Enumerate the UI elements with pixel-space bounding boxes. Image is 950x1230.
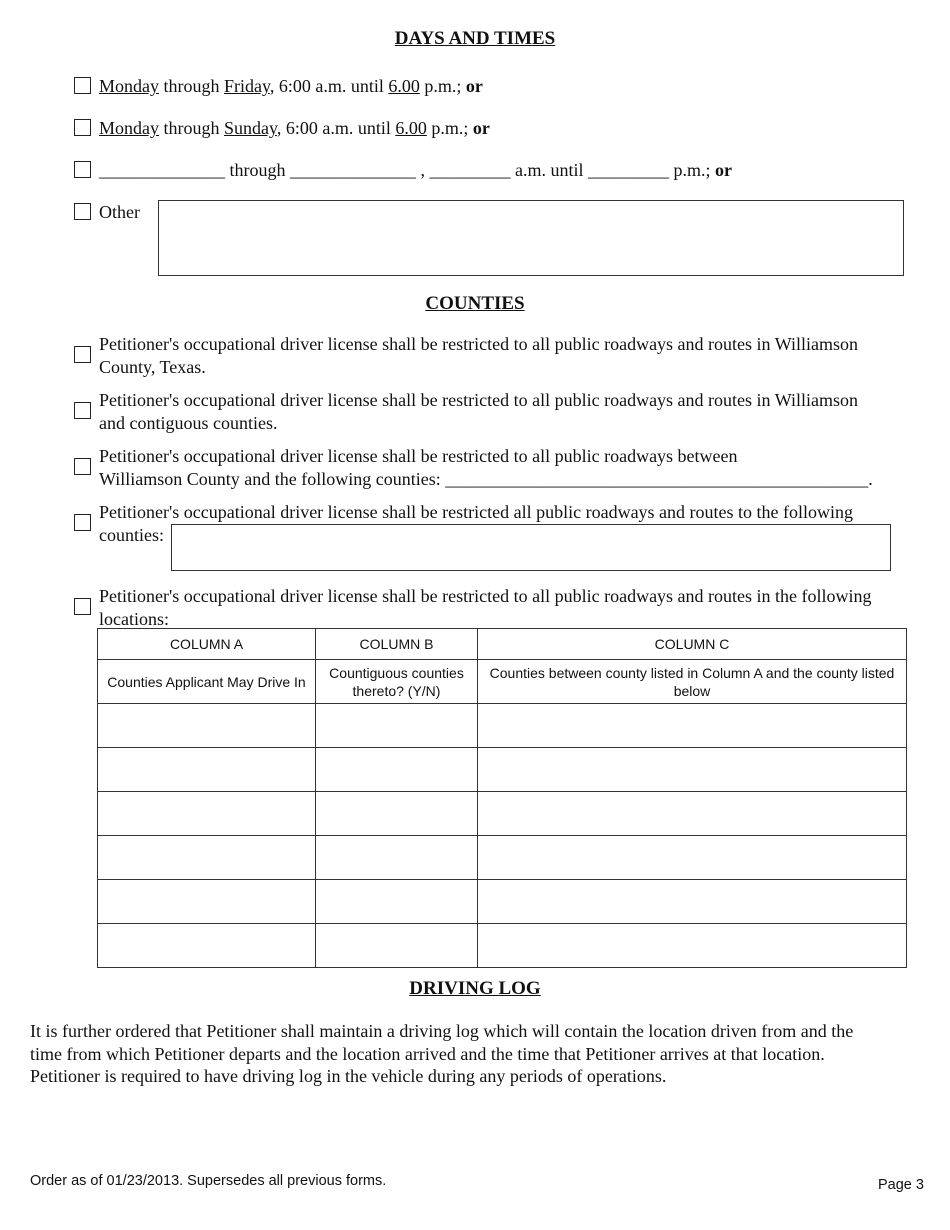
locations-table: [97, 628, 907, 968]
table-row: [98, 748, 907, 792]
page-number: Page 3: [878, 1177, 924, 1193]
contiguous-counties-checkbox[interactable]: [74, 402, 91, 419]
williamson-only-checkbox[interactable]: [74, 346, 91, 363]
weekday-option-text: Monday through Friday, 6:00 a.m. until 6.00 p.m.; or: [99, 76, 483, 96]
table-row: [98, 880, 907, 924]
table-row: [98, 836, 907, 880]
between-counties-text: Petitioner's occupational driver license shall be restricted to all public roadways between Williamson County and the following counties: _______________________________________________.: [99, 446, 873, 489]
table-cell[interactable]: [98, 924, 316, 968]
table-row: [98, 704, 907, 748]
all-week-option-text: Monday through Sunday, 6:00 a.m. until 6.00 p.m.; or: [99, 118, 490, 138]
table-cell[interactable]: [316, 924, 478, 968]
other-text-box[interactable]: [158, 200, 904, 276]
table-cell[interactable]: [316, 792, 478, 836]
locations-text: Petitioner's occupational driver license shall be restricted to all public roadways and routes in the following locations:: [99, 586, 872, 629]
table-cell[interactable]: [98, 704, 316, 748]
table-row: [98, 924, 907, 968]
table-cell[interactable]: [316, 748, 478, 792]
column-c-header: COLUMN C: [478, 629, 907, 660]
all-week-checkbox[interactable]: [74, 119, 91, 136]
locations-checkbox[interactable]: [74, 598, 91, 615]
table-cell[interactable]: [478, 836, 907, 880]
table-cell[interactable]: [478, 748, 907, 792]
column-b-subheader: Countiguous counties thereto? (Y/N): [316, 660, 478, 704]
column-c-subheader: Counties between county listed in Column A and the county listed below: [478, 660, 907, 704]
table-cell[interactable]: [98, 880, 316, 924]
between-counties-checkbox[interactable]: [74, 458, 91, 475]
custom-days-checkbox[interactable]: [74, 161, 91, 178]
table-cell[interactable]: [98, 836, 316, 880]
column-a-subheader: Counties Applicant May Drive In: [98, 660, 316, 704]
column-a-header: COLUMN A: [98, 629, 316, 660]
weekday-checkbox[interactable]: [74, 77, 91, 94]
other-checkbox[interactable]: [74, 203, 91, 220]
column-b-header: COLUMN B: [316, 629, 478, 660]
other-label: Other: [99, 202, 140, 222]
following-counties-text: Petitioner's occupational driver license shall be restricted all public roadways and routes to the following counties:: [99, 502, 854, 545]
driving-log-heading: DRIVING LOG: [409, 978, 541, 999]
driving-log-paragraph: It is further ordered that Petitioner shall maintain a driving log which will contain the location driven from and the time from which Petitioner departs and the location arrived and the time that Petitioner arrives at that location. Petitioner is required to have driving log in the vehicle during any periods of operations.: [30, 1021, 854, 1086]
table-cell[interactable]: [478, 704, 907, 748]
contiguous-counties-text: Petitioner's occupational driver license shall be restricted to all public roadways and routes in Williamson and contiguous counties.: [99, 390, 858, 433]
williamson-only-text: Petitioner's occupational driver license shall be restricted to all public roadways and routes in Williamson County, Texas.: [99, 334, 858, 377]
table-subheader-row: [98, 660, 907, 704]
custom-days-option-text: ______________ through ______________ , _________ a.m. until _________ p.m.; or: [99, 160, 732, 180]
table-cell[interactable]: [478, 880, 907, 924]
table-cell[interactable]: [316, 836, 478, 880]
table-cell[interactable]: [316, 704, 478, 748]
table-cell[interactable]: [478, 924, 907, 968]
footer-revision-note: Order as of 01/23/2013. Supersedes all previous forms.: [30, 1173, 387, 1189]
days-and-times-heading: DAYS AND TIMES: [394, 28, 556, 49]
table-cell[interactable]: [98, 792, 316, 836]
counties-heading: COUNTIES: [425, 293, 525, 314]
table-header-row: [98, 629, 907, 660]
table-cell[interactable]: [316, 880, 478, 924]
table-row: [98, 792, 907, 836]
following-counties-checkbox[interactable]: [74, 514, 91, 531]
table-cell[interactable]: [98, 748, 316, 792]
table-cell[interactable]: [478, 792, 907, 836]
following-counties-input-box[interactable]: [171, 524, 891, 571]
